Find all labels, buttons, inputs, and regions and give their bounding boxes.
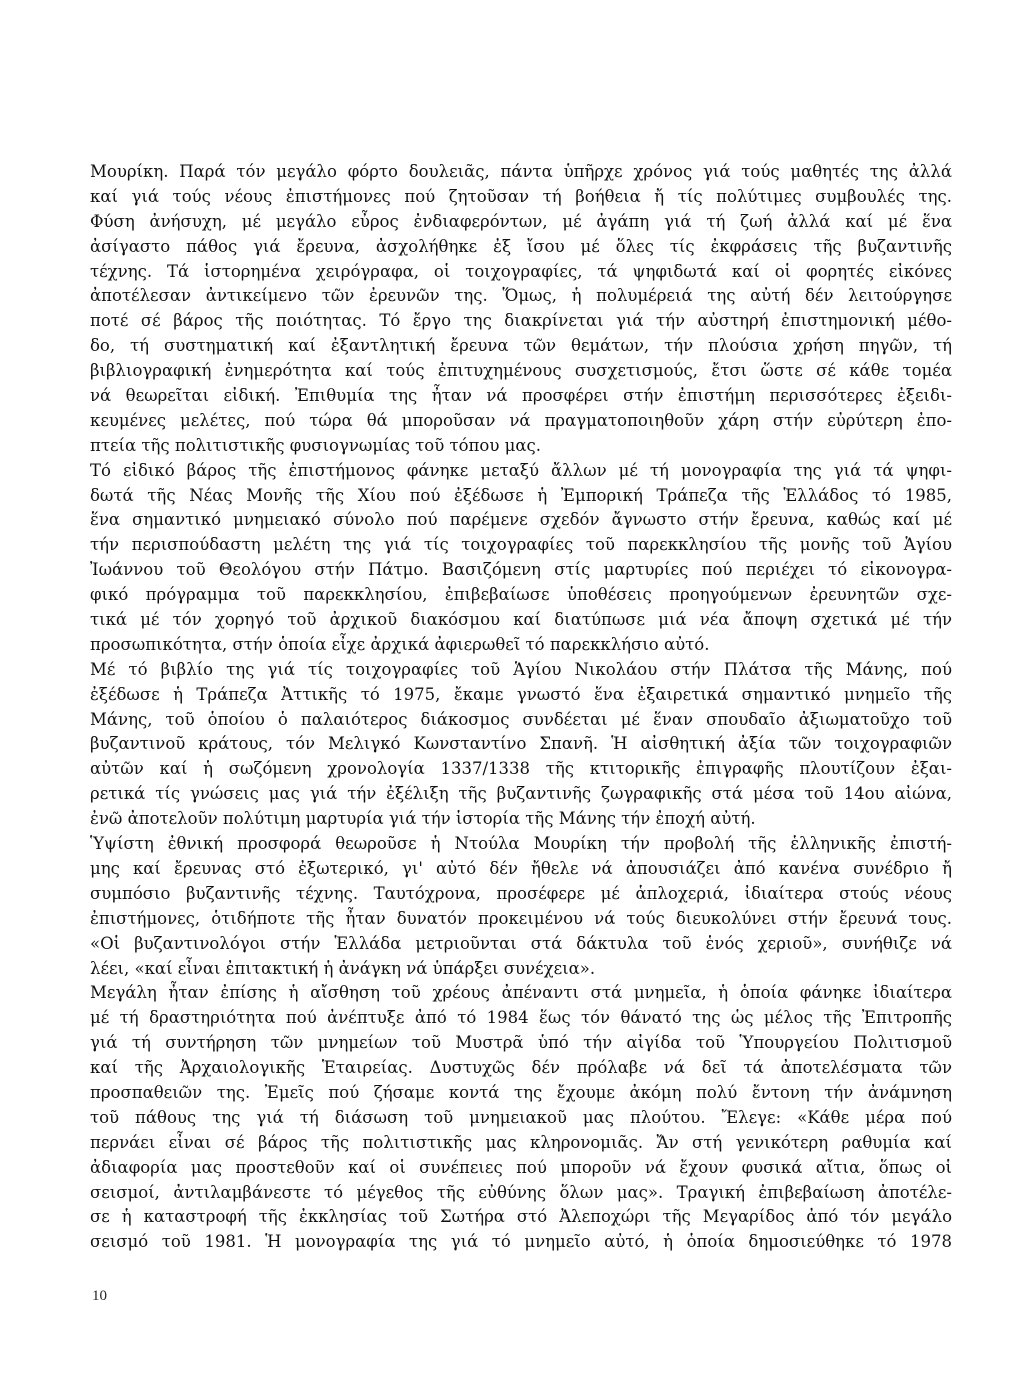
text-line: Τό εἰδικό βάρος τῆς ἐπιστήμονος φάνηκε μεταξύ ἄλλων μέ τή μονογραφία της γιά τά ψηφι-	[90, 460, 952, 480]
text-line: Ὑψίστη ἐθνική προσφορά θεωροῦσε ἡ Ντούλα Μουρίκη τήν προβολή τῆς ἑλληνικῆς ἐπιστή-	[90, 834, 952, 854]
text-line: ρετικά τίς γνώσεις μας γιά τήν ἐξέλιξη τῆς βυζαντινῆς ζωγραφικῆς στά μέσα τοῦ 14ου αἰώνα,	[90, 784, 952, 804]
text-line: μης καί ἔρευνας στό ἐξωτερικό, γι' αὐτό δέν ἤθελε νά ἀπουσιάζει ἀπό κανένα συνέδριο ἤ	[90, 858, 952, 878]
text-line: προσπαθειῶν της. Ἐμεῖς πού ζήσαμε κοντά της ἔχουμε ἀκόμη πολύ ἔντονη τήν ἀνάμνηση	[90, 1082, 952, 1102]
text-line: τοῦ πάθους της γιά τή διάσωση τοῦ μνημειακοῦ μας πλούτου. Ἔλεγε: «Κάθε μέρα πού	[90, 1107, 952, 1127]
text-line: τικά μέ τόν χορηγό τοῦ ἀρχικοῦ διακόσμου καί διατύπωσε μιά νέα ἄποψη σχετικά μέ τήν	[90, 610, 952, 630]
text-line: νά θεωρεῖται εἰδική. Ἐπιθυμία της ἦταν νά προσφέρει στήν ἐπιστήμη περισσότερες ἐξειδι-	[90, 386, 952, 406]
text-line: αὐτῶν καί ἡ σωζόμενη χρονολογία 1337/1338 τῆς κτιτορικῆς ἐπιγραφῆς πλουτίζουν ἐξαι-	[90, 759, 952, 779]
text-line: βιβλιογραφική ἐνημερότητα καί τούς ἐπιτυχημένους συσχετισμούς, ἔτσι ὥστε σέ κάθε τομέα	[90, 361, 952, 381]
text-line: βυζαντινοῦ κράτους, τόν Μελιγκό Κωνσταντίνο Σπανῆ. Ἡ αἰσθητική ἀξία τῶν τοιχογραφιῶν	[90, 734, 952, 754]
text-line: ἐξέδωσε ἡ Τράπεζα Ἀττικῆς τό 1975, ἔκαμε γνωστό ἕνα ἐξαιρετικά σημαντικό μνημεῖο τῆς	[90, 684, 952, 704]
body-text	[90, 160, 952, 1255]
text-line: Φύση ἀνήσυχη, μέ μεγάλο εὖρος ἐνδιαφερόντων, μέ ἀγάπη γιά τή ζωή ἀλλά καί μέ ἕνα	[90, 211, 952, 231]
text-line: Ἰωάννου τοῦ Θεολόγου στήν Πάτμο. Βασιζόμενη στίς μαρτυρίες πού περιέχει τό εἰκονογρα-	[90, 560, 952, 580]
paragraph-end-line: ἐνῶ ἀποτελοῦν πολύτιμη μαρτυρία γιά τήν ἱστορία τῆς Μάνης τήν ἐποχή αὐτή.	[90, 809, 756, 829]
text-line: μέ τή δραστηριότητα πού ἀνέπτυξε ἀπό τό 1984 ἕως τόν θάνατό της ὡς μέλος τῆς Ἐπιτροπῆς	[90, 1008, 952, 1028]
text-line: Μέ τό βιβλίο της γιά τίς τοιχογραφίες τοῦ Ἁγίου Νικολάου στήν Πλάτσα τῆς Μάνης, πού	[90, 659, 952, 679]
text-line: καί τῆς Ἀρχαιολογικῆς Ἑταιρείας. Δυστυχῶς δέν πρόλαβε νά δεῖ τά ἀποτελέσματα τῶν	[90, 1058, 952, 1078]
text-line: ἀποτέλεσαν ἀντικείμενο τῶν ἐρευνῶν της. Ὅμως, ἡ πολυμέρειά της αὐτή δέν λειτούργησε	[90, 286, 952, 306]
text-line: περνάει εἶναι σέ βάρος τῆς πολιτιστικῆς μας κληρονομιᾶς. Ἄν στή γενικότερη ραθυμία καί	[90, 1132, 952, 1152]
text-line: γιά τή συντήρηση τῶν μνημείων τοῦ Μυστρᾶ ὑπό τήν αἰγίδα τοῦ Ὑπουργείου Πολιτισμοῦ	[90, 1033, 952, 1053]
text-line: Μουρίκη. Παρά τόν μεγάλο φόρτο δουλειᾶς, πάντα ὑπῆρχε χρόνος γιά τούς μαθητές της ἀλλά	[90, 162, 952, 181]
text-line: κευμένες μελέτες, πού τώρα θά μποροῦσαν νά πραγματοποιηθοῦν χάρη στήν εὐρύτερη ἐπο-	[90, 410, 952, 430]
text-line: ἕνα σημαντικό μνημειακό σύνολο πού παρέμενε σχεδόν ἄγνωστο στήν ἔρευνα, καθώς καί μέ	[90, 510, 952, 530]
text-line: φικό πρόγραμμα τοῦ παρεκκλησίου, ἐπιβεβαίωσε ὑποθέσεις προηγούμενων ἐρευνητῶν σχε-	[90, 585, 952, 605]
text-line: Μεγάλη ἦταν ἐπίσης ἡ αἴσθηση τοῦ χρέους ἀπέναντι στά μνημεῖα, ἡ ὁποία φάνηκε ἰδιαίτερα	[90, 983, 952, 1003]
paragraph-end-line: πτεία τῆς πολιτιστικῆς φυσιογνωμίας τοῦ τόπου μας.	[90, 435, 541, 455]
text-line: καί γιά τούς νέους ἐπιστήμονες πού ζητοῦσαν τή βοήθεια ἤ τίς πολύτιμες συμβουλές της.	[90, 186, 952, 206]
text-line: σεισμοί, ἀντιλαμβάνεστε τό μέγεθος τῆς εὐθύνης ὅλων μας». Τραγική ἐπιβεβαίωση ἀποτέλε-	[90, 1182, 952, 1202]
text-line: Μάνης, τοῦ ὁποίου ὁ παλαιότερος διάκοσμος συνδέεται μέ ἕναν σπουδαῖο ἀξιωματοῦχο τοῦ	[90, 709, 952, 729]
text-line: ἀδιαφορία μας προστεθοῦν καί οἱ συνέπειες πού μποροῦν νά ἔχουν φυσικά αἴτια, ὅπως οἱ	[90, 1157, 952, 1177]
text-line: τήν περισπούδαστη μελέτη της γιά τίς τοιχογραφίες τοῦ παρεκκλησίου τῆς μονῆς τοῦ Ἁγίου	[90, 535, 952, 555]
text-line: σεισμό τοῦ 1981. Ἡ μονογραφία της γιά τό μνημεῖο αὐτό, ἡ ὁποία δημοσιεύθηκε τό 1978	[90, 1232, 952, 1252]
text-line: ἀσίγαστο πάθος γιά ἔρευνα, ἀσχολήθηκε ἐξ ἴσου μέ ὅλες τίς ἐκφράσεις τῆς βυζαντινῆς	[90, 236, 952, 256]
text-line: «Οἱ βυζαντινολόγοι στήν Ἑλλάδα μετριοῦνται στά δάκτυλα τοῦ ἑνός χεριοῦ», συνήθιζε νά	[90, 933, 952, 953]
text-line: σε ἡ καταστροφή τῆς ἐκκλησίας τοῦ Σωτήρα στό Ἀλεποχώρι τῆς Μεγαρίδος ἀπό τόν μεγάλο	[90, 1207, 952, 1227]
text-line: συμπόσιο βυζαντινῆς τέχνης. Ταυτόχρονα, προσέφερε μέ ἁπλοχεριά, ἰδιαίτερα στούς νέους	[90, 883, 952, 903]
paragraph-end-line: λέει, «καί εἶναι ἐπιτακτική ἡ ἀνάγκη νά ὑπάρξει συνέχεια».	[90, 958, 596, 978]
text-line: δωτά τῆς Νέας Μονῆς τῆς Χίου πού ἐξέδωσε ἡ Ἐμπορική Τράπεζα τῆς Ἑλλάδος τό 1985,	[90, 485, 952, 505]
paragraph-end-line: προσωπικότητα, στήν ὁποία εἶχε ἀρχικά ἀφιερωθεῖ τό παρεκκλήσιο αὐτό.	[90, 634, 710, 654]
page-number: 10	[92, 1288, 107, 1304]
text-line: ἐπιστήμονες, ὁτιδήποτε τῆς ἦταν δυνατόν προκειμένου νά τούς διευκολύνει στήν ἔρευνά τους.	[90, 908, 952, 928]
text-line: ποτέ σέ βάρος τῆς ποιότητας. Τό ἔργο της διακρίνεται γιά τήν αὐστηρή ἐπιστημονική μέθο-	[90, 311, 952, 331]
text-line: δο, τή συστηματική καί ἐξαντλητική ἔρευνα τῶν θεμάτων, τήν πλούσια χρήση πηγῶν, τή	[90, 336, 952, 356]
text-line: τέχνης. Τά ἱστορημένα χειρόγραφα, οἱ τοιχογραφίες, τά ψηφιδωτά καί οἱ φορητές εἰκόνες	[90, 261, 952, 281]
